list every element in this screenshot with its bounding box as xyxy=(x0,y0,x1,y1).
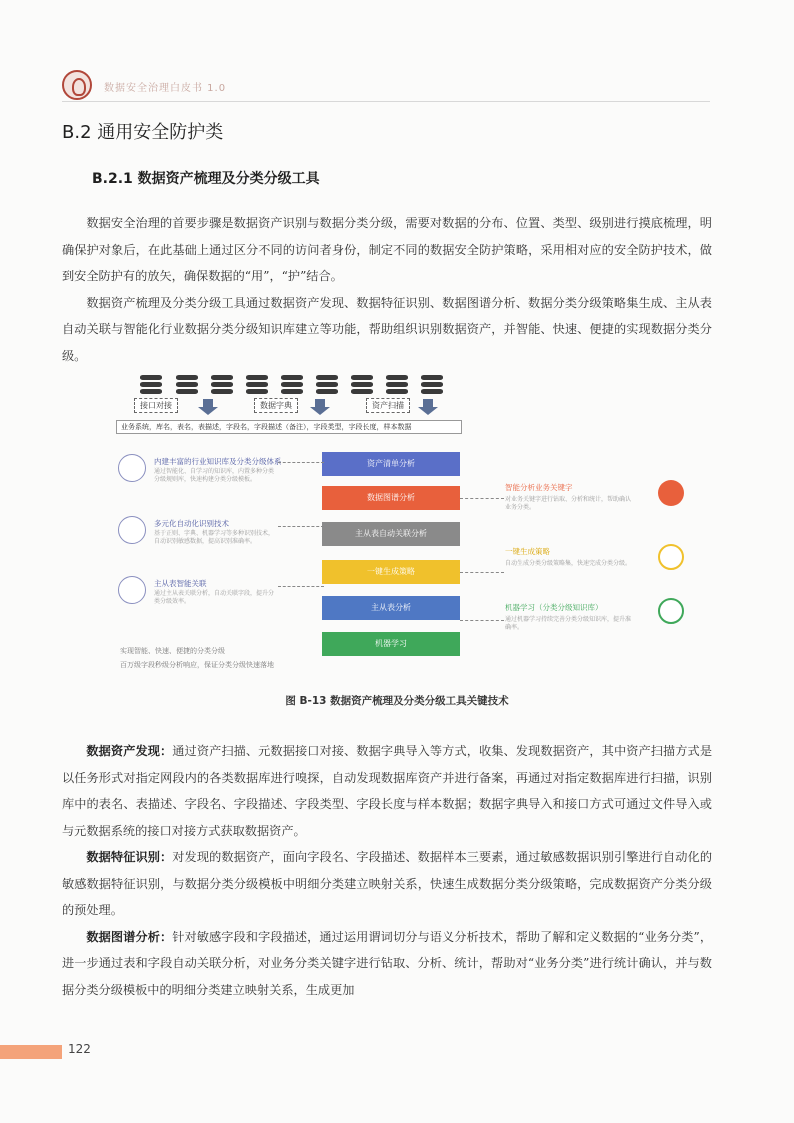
connector-line xyxy=(278,586,324,587)
header-divider xyxy=(62,101,710,102)
right-feature-3 xyxy=(505,602,655,632)
paragraph-lead: 数据特征识别： xyxy=(86,850,173,864)
database-icon xyxy=(211,375,233,395)
page-number-bar xyxy=(0,1045,62,1059)
paragraph-text: 对发现的数据资产，面向字段名、字段描述、数据样本三要素，通过敏感数据识别引擎进行自动化的敏感数据特征识别，与数据分类分级模板中明细分类建立映射关系，快速生成数据分类分级策略，完成数据资产分类分级的预处理。 xyxy=(62,850,713,917)
connector-line xyxy=(278,462,324,463)
figure-footnote-1: 实现智能、快速、便捷的分类分级 xyxy=(120,647,225,655)
database-icon xyxy=(421,375,443,395)
header-title: 数据安全治理白皮书 1.0 xyxy=(104,83,227,94)
cart-icon xyxy=(658,544,684,570)
connector-line xyxy=(460,498,504,499)
database-icon xyxy=(386,375,408,395)
left-feature-title: 多元化自动化识别技术 xyxy=(154,519,229,528)
tag-scan: 资产扫描 xyxy=(366,398,410,413)
connector-line xyxy=(460,620,504,621)
source-fields-bar: 业务系统，库名，表名，表描述，字段名，字段描述（备注），字段类型，字段长度，样本数据 xyxy=(116,420,462,434)
right-feature-text: 自动生成分类分级策略集，快速完成分类分级。 xyxy=(505,560,632,567)
layer-2: 数据图谱分析 xyxy=(322,486,460,510)
paragraph-lead: 数据图谱分析： xyxy=(86,929,173,944)
left-feature-text: 基于正则、字典、机器学习等多种识别技术，自动识别敏感数据，提高识别准确率。 xyxy=(154,530,275,545)
right-feature-text: 对业务关键字进行钻取、分析和统计，帮助确认业务分类。 xyxy=(505,496,632,511)
figure-caption: 图 B-13 数据资产梳理及分类分级工具关键技术 xyxy=(285,695,509,707)
intro-paragraph-2: 数据资产梳理及分类分级工具通过数据资产发现、数据特征识别、数据图谱分析、数据分类分级策略集生成、主从表自动关联与智能化行业数据分类分级知识库建立等功能，帮助组织识别数据资产，并智能、快速、便捷的实现数据分类分级。 xyxy=(62,295,712,363)
right-feature-title: 机器学习（分类分级知识库） xyxy=(505,603,603,612)
database-icon xyxy=(281,375,303,395)
chart-icon xyxy=(118,576,146,604)
intro-paragraph-1: 数据安全治理的首要步骤是数据资产识别与数据分类分级，需要对数据的分布、位置、类型、级别进行摸底梳理，明确保护对象后，在此基础上通过区分不同的访问者身份，制定不同的数据安全防护策略，采用相对应的安全防护技术，做到安全防护有的放矢，确保数据的“用”，“护”结合。 xyxy=(62,216,712,283)
left-feature-text: 通过智能化、自学习的知识库，内置多种分类分级规则库，快速构建分类分级模板。 xyxy=(154,468,275,483)
paragraph-lead: 数据资产发现： xyxy=(86,744,173,758)
layer-6: 机器学习 xyxy=(322,632,460,656)
database-icon xyxy=(351,375,373,395)
people-icon xyxy=(118,516,146,544)
left-feature-text: 通过主从表关联分析，自动关联字段，提升分类分级效率。 xyxy=(154,590,275,605)
figure-footnote-2: 百万级字段秒级分析响应，保证分类分级快速落地 xyxy=(120,661,274,669)
connector-line xyxy=(278,526,324,527)
layer-5: 主从表分析 xyxy=(322,596,460,620)
intro-paragraphs xyxy=(62,210,712,369)
figure-b13 xyxy=(110,370,690,685)
database-icon xyxy=(140,375,162,395)
brain-icon xyxy=(118,454,146,482)
body-paragraph xyxy=(62,844,712,924)
header-logo xyxy=(62,70,92,100)
page-number: 122 xyxy=(68,1042,91,1056)
left-feature-title: 内建丰富的行业知识库及分类分级体系 xyxy=(154,457,282,466)
database-icon xyxy=(176,375,198,395)
database-icon xyxy=(246,375,268,395)
subsection-title: B.2.1 数据资产梳理及分类分级工具 xyxy=(92,171,320,187)
right-feature-text: 通过机器学习持续完善分类分级知识库，提升准确率。 xyxy=(505,616,632,631)
right-feature-title: 一键生成策略 xyxy=(505,547,550,556)
body-paragraph xyxy=(62,924,712,1004)
body-paragraphs xyxy=(62,738,712,1003)
tag-interface: 接口对接 xyxy=(134,398,178,413)
right-feature-title: 智能分析业务关键字 xyxy=(505,483,573,492)
section-title: B.2 通用安全防护类 xyxy=(62,122,224,143)
layer-1: 资产清单分析 xyxy=(322,452,460,476)
handshake-icon xyxy=(658,480,684,506)
paragraph-text: 针对敏感字段和字段描述，通过运用谓词切分与语义分析技术，帮助了解和定义数据的“业务分类”，进一步通过表和字段自动关联分析，对业务分类关键字进行钻取、分析、统计，帮助对“业务分类”进行统计确认，并与数据分类分级模板中的明细分类建立映射关系，生成更加 xyxy=(62,929,713,997)
search-icon xyxy=(658,598,684,624)
database-icon xyxy=(316,375,338,395)
connector-line xyxy=(460,572,504,573)
right-feature-2 xyxy=(505,546,655,568)
layer-4: 一键生成策略 xyxy=(322,560,460,584)
layer-3: 主从表自动关联分析 xyxy=(322,522,460,546)
tag-dictionary: 数据字典 xyxy=(254,398,298,413)
paragraph-text: 通过资产扫描、元数据接口对接、数据字典导入等方式，收集、发现数据资产，其中资产扫描方式是以任务形式对指定网段内的各类数据库进行嗅探，自动发现数据库资产并进行备案，再通过对指定数据库进行扫描，识别库中的表名、表描述、字段名、字段描述、字段类型、字段长度与样本数据；数据字典导入和接口方式可通过文件导入或与元数据系统的接口对接方式获取数据资产。 xyxy=(62,744,713,838)
body-paragraph xyxy=(62,738,712,844)
left-feature-title: 主从表智能关联 xyxy=(154,579,207,588)
right-feature-1 xyxy=(505,482,655,512)
